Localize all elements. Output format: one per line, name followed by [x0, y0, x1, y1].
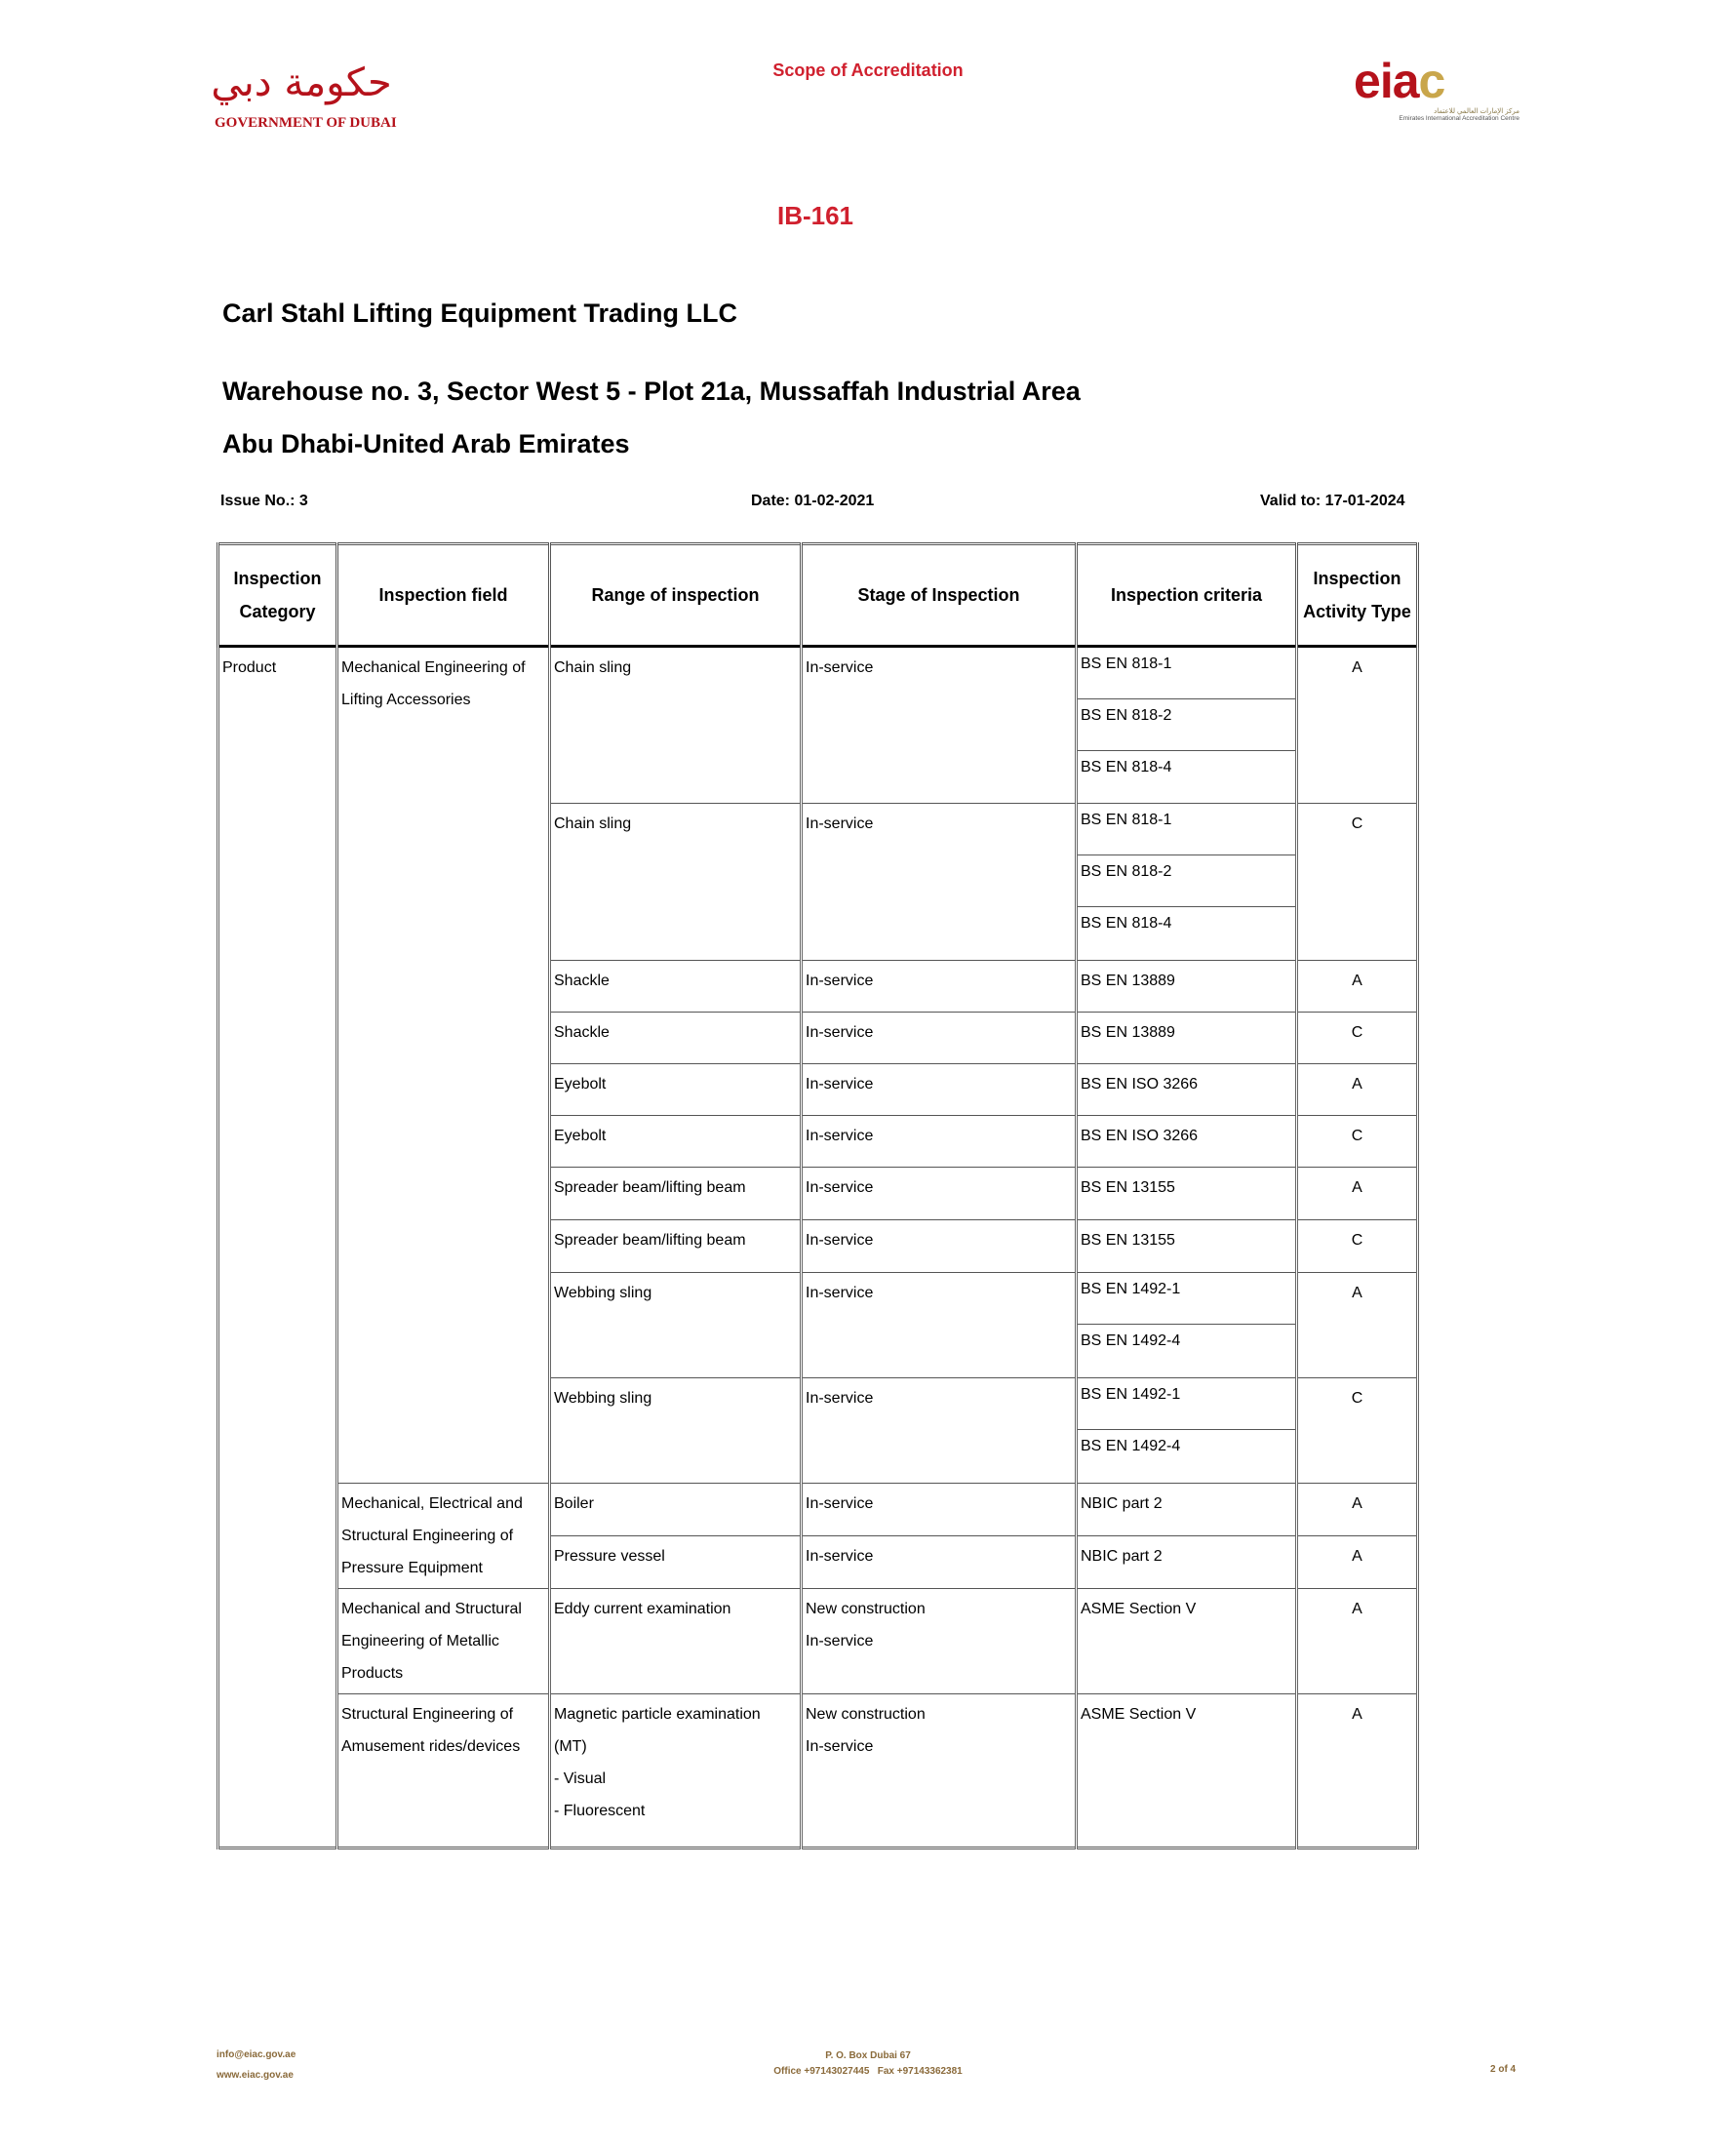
cell-stage: In-service [802, 961, 1077, 1013]
cell-activity-type: A [1297, 1694, 1418, 1848]
svg-text:حكومة دبي: حكومة دبي [211, 60, 392, 105]
cell-range: Spreader beam/lifting beam [550, 1220, 802, 1273]
cell-criteria: NBIC part 2 [1077, 1536, 1297, 1589]
cell-activity-type: C [1297, 1013, 1418, 1064]
header-stage: Stage of Inspection [802, 544, 1077, 647]
cell-activity-type: C [1297, 804, 1418, 961]
cell-stage: In-service [802, 1064, 1077, 1116]
cell-range: Eyebolt [550, 1116, 802, 1168]
eiac-english-name: Emirates International Accreditation Centre [1399, 115, 1519, 122]
cell-stage: In-service [802, 1378, 1077, 1484]
cell-activity-type: C [1297, 1116, 1418, 1168]
page-number: 2 of 4 [1490, 2064, 1517, 2075]
footer-website: www.eiac.gov.ae [217, 2070, 294, 2081]
criteria-item: BS EN 1492-4 [1081, 1332, 1181, 1349]
cell-stage: In-service [802, 1536, 1077, 1589]
cell-range: Chain sling [550, 804, 802, 961]
cell-criteria: BS EN 13889 [1077, 1013, 1297, 1064]
table-row [218, 1484, 1418, 1536]
cell-stage: In-service [802, 1168, 1077, 1220]
scope-table [217, 542, 1419, 1849]
cell-criteria: BS EN 13155 [1077, 1220, 1297, 1273]
cell-activity-type: A [1297, 1536, 1418, 1589]
cell-criteria [1077, 647, 1297, 804]
cell-range: Webbing sling [550, 1273, 802, 1378]
cell-stage: In-service [802, 1116, 1077, 1168]
criteria-item: BS EN 818-1 [1078, 804, 1295, 855]
cell-criteria: NBIC part 2 [1077, 1484, 1297, 1536]
cell-criteria: BS EN ISO 3266 [1077, 1116, 1297, 1168]
cell-range: Shackle [550, 1013, 802, 1064]
criteria-item: BS EN 818-4 [1081, 759, 1172, 775]
criteria-item: BS EN 1492-1 [1078, 1378, 1295, 1430]
footer-phone-fax: Office +97143027445 Fax +97143362381 [773, 2066, 963, 2077]
address-line-1: Warehouse no. 3, Sector West 5 - Plot 21a, Mussaffah Industrial Area [222, 377, 1081, 406]
header-field: Inspection field [337, 544, 550, 647]
footer-address [0, 2048, 1736, 2080]
criteria-item: BS EN 1492-1 [1078, 1273, 1295, 1325]
eiac-logo [1354, 54, 1519, 125]
cell-range: Eddy current examination [550, 1589, 802, 1694]
cell-criteria [1077, 1273, 1297, 1378]
header-activity: Inspection Activity Type [1297, 544, 1418, 647]
criteria-item: BS EN 1492-4 [1081, 1438, 1181, 1454]
cell-activity-type: C [1297, 1378, 1418, 1484]
issue-date: Date: 01-02-2021 [751, 493, 875, 509]
eiac-arabic-name: مركز الإمارات العالمي للاعتماد [1434, 108, 1519, 115]
cell-stage: In-service [802, 1484, 1077, 1536]
criteria-item: BS EN 818-2 [1078, 855, 1295, 907]
company-name: Carl Stahl Lifting Equipment Trading LLC [222, 298, 737, 328]
cell-stage: New construction In-service [802, 1589, 1077, 1694]
eiac-wordmark: eiac [1354, 54, 1445, 108]
address-line-2: Abu Dhabi-United Arab Emirates [222, 429, 630, 458]
cell-category: Product [218, 647, 337, 1848]
cell-activity-type: C [1297, 1220, 1418, 1273]
cell-stage: In-service [802, 804, 1077, 961]
cell-activity-type: A [1297, 1589, 1418, 1694]
cell-activity-type: A [1297, 1168, 1418, 1220]
cell-criteria [1077, 804, 1297, 961]
valid-to: Valid to: 17-01-2024 [1260, 493, 1405, 509]
cell-inspection-field: Mechanical Engineering of Lifting Accessories [337, 647, 550, 1484]
cell-activity-type: A [1297, 1484, 1418, 1536]
cell-stage: In-service [802, 1273, 1077, 1378]
cell-criteria: ASME Section V [1077, 1694, 1297, 1848]
cell-activity-type: A [1297, 1273, 1418, 1378]
footer-email: info@eiac.gov.ae [217, 2049, 296, 2060]
cell-criteria: BS EN ISO 3266 [1077, 1064, 1297, 1116]
header-category: Inspection Category [218, 544, 337, 647]
cell-range: Shackle [550, 961, 802, 1013]
cell-range: Webbing sling [550, 1378, 802, 1484]
cell-activity-type: A [1297, 961, 1418, 1013]
criteria-item: BS EN 818-2 [1078, 699, 1295, 751]
table-row [218, 647, 1418, 804]
cell-inspection-field: Mechanical, Electrical and Structural Engineering of Pressure Equipment [337, 1484, 550, 1589]
header-range: Range of inspection [550, 544, 802, 647]
issue-number: Issue No.: 3 [220, 493, 308, 509]
cell-stage: In-service [802, 647, 1077, 804]
cell-range: Spreader beam/lifting beam [550, 1168, 802, 1220]
cell-range: Chain sling [550, 647, 802, 804]
cell-range: Boiler [550, 1484, 802, 1536]
document-id: IB-161 [776, 201, 854, 230]
cell-stage: In-service [802, 1220, 1077, 1273]
cell-range: Magnetic particle examination (MT) - Visual - Fluorescent [550, 1694, 802, 1848]
cell-activity-type: A [1297, 1064, 1418, 1116]
cell-stage: New construction In-service [802, 1694, 1077, 1848]
cell-stage: In-service [802, 1013, 1077, 1064]
cell-inspection-field: Mechanical and Structural Engineering of Metallic Products [337, 1589, 550, 1694]
cell-inspection-field: Structural Engineering of Amusement rides/devices [337, 1694, 550, 1848]
cell-criteria [1077, 1378, 1297, 1484]
cell-range: Pressure vessel [550, 1536, 802, 1589]
cell-activity-type: A [1297, 647, 1418, 804]
cell-criteria: ASME Section V [1077, 1589, 1297, 1694]
cell-criteria: BS EN 13889 [1077, 961, 1297, 1013]
criteria-item: BS EN 818-1 [1078, 648, 1295, 699]
criteria-item: BS EN 818-4 [1081, 915, 1172, 932]
header-criteria: Inspection criteria [1077, 544, 1297, 647]
table-header-row [218, 544, 1418, 647]
footer-pobox: P. O. Box Dubai 67 [825, 2050, 911, 2061]
scope-title: Scope of Accreditation [772, 60, 964, 80]
table-row [218, 1694, 1418, 1848]
cell-range: Eyebolt [550, 1064, 802, 1116]
gov-logo-text: GOVERNMENT OF DUBAI [215, 115, 397, 131]
cell-criteria: BS EN 13155 [1077, 1168, 1297, 1220]
table-row [218, 1589, 1418, 1694]
